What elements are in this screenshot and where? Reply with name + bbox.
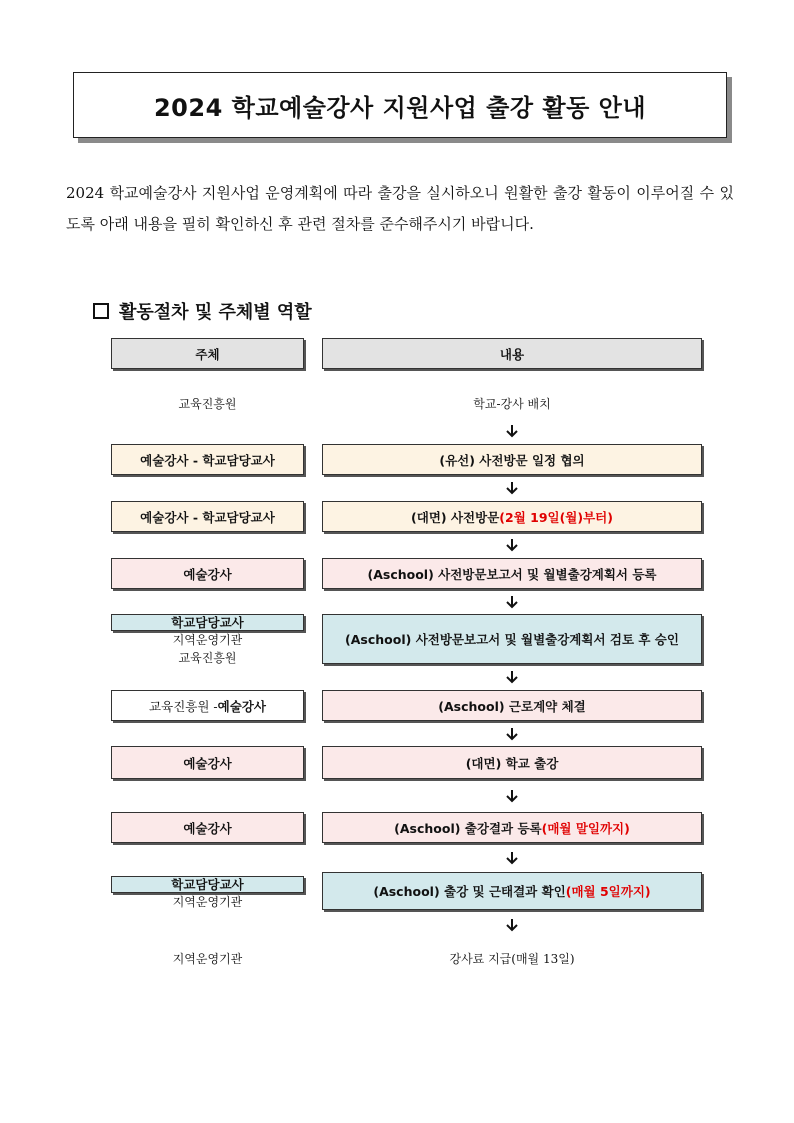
step3-content-label: (대면) 사전방문	[411, 509, 500, 525]
arrow-down-icon	[504, 481, 520, 495]
arrow-down-icon	[504, 670, 520, 684]
step9-note: (매월 5일까지)	[565, 884, 651, 899]
step6-content: (Aschool) 근로계약 체결	[322, 690, 702, 721]
step5-subject-sub1: 지역운영기관	[172, 633, 243, 647]
header-content	[322, 338, 702, 369]
step9-content	[322, 872, 702, 910]
arrow-down-icon	[504, 789, 520, 803]
step9-subject-main: 학교담당교사	[111, 876, 304, 893]
step8-subject: 예술강사	[111, 812, 304, 843]
header-content-label: 내용	[499, 346, 525, 362]
arrow-down-icon	[504, 851, 520, 865]
step1-content: 학교-강사 배치	[473, 396, 551, 411]
square-bullet-icon	[93, 303, 109, 319]
step4-content: (Aschool) 사전방문보고서 및 월별출강계획서 등록	[322, 558, 702, 589]
step4-subject: 예술강사	[111, 558, 304, 589]
step9-content-label: (Aschool) 출강 및 근태결과 확인	[373, 884, 566, 899]
step9-subject	[111, 876, 304, 911]
step10-content: 강사료 지급(매월 13일)	[449, 951, 575, 966]
arrow-down-icon	[504, 538, 520, 552]
step9-subject-sub1: 지역운영기관	[172, 895, 243, 909]
section-heading	[93, 298, 312, 324]
arrow-down-icon	[504, 595, 520, 609]
step8-note: (매월 말일까지)	[541, 820, 630, 836]
header-subject	[111, 338, 304, 369]
section-title: 활동절차 및 주체별 역할	[119, 302, 312, 323]
page-title: 2024 학교예술강사 지원사업 출강 활동 안내	[153, 93, 647, 122]
step10-subject: 지역운영기관	[172, 951, 243, 966]
step6-subject	[111, 690, 304, 721]
step5-subject	[111, 614, 304, 667]
title-box	[73, 72, 727, 138]
step5-subject-main: 학교담당교사	[111, 614, 304, 631]
arrow-down-icon	[504, 424, 520, 438]
step6-subject-pre: 교육진흥원 -	[149, 698, 218, 714]
step5-content: (Aschool) 사전방문보고서 및 월별출강계획서 검토 후 승인	[322, 614, 702, 664]
step3-note: (2월 19일(월)부터)	[499, 509, 613, 525]
step7-subject: 예술강사	[111, 746, 304, 779]
step1-subject: 교육진흥원	[178, 396, 237, 411]
arrow-down-icon	[504, 918, 520, 932]
step8-content-label: (Aschool) 출강결과 등록	[394, 820, 542, 836]
intro-paragraph: 2024 학교예술강사 지원사업 운영계획에 따라 출강을 실시하오니 원활한 출강 활동이 이루어질 수 있도록 아래 내용을 필히 확인하신 후 관련 절차를 준수해주시기 바랍니다.	[66, 184, 734, 233]
arrow-down-icon	[504, 727, 520, 741]
step2-content: (유선) 사전방문 일정 협의	[322, 444, 702, 475]
step6-subject-bold: 예술강사	[217, 698, 266, 714]
step2-subject: 예술강사 - 학교담당교사	[111, 444, 304, 475]
step3-subject: 예술강사 - 학교담당교사	[111, 501, 304, 532]
step7-content: (대면) 학교 출강	[322, 746, 702, 779]
header-subject-label: 주체	[195, 346, 220, 362]
step8-content	[322, 812, 702, 843]
step3-content	[322, 501, 702, 532]
step5-subject-sub2: 교육진흥원	[178, 651, 237, 665]
